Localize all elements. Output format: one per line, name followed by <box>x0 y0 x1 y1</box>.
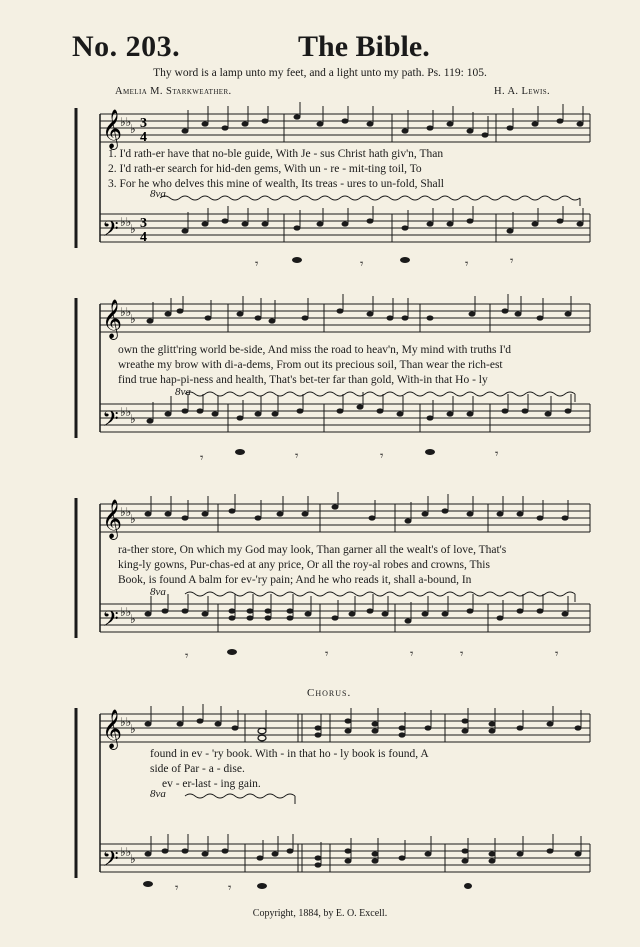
svg-text:𝄾: 𝄾 <box>175 880 179 895</box>
svg-text:𝄾: 𝄾 <box>255 256 259 271</box>
composer-credit: H. A. Lewis. <box>494 86 551 97</box>
svg-text:𝄾: 𝄾 <box>380 448 384 463</box>
svg-text:♭♭: ♭♭ <box>120 405 132 419</box>
lyric-line: found in ev - 'ry book. With - in that ho - ly book is found, A <box>150 748 429 760</box>
lyric-line: 3. For he who delves this mine of wealth, Its treas - ures to un-fold, Shall <box>108 178 444 190</box>
svg-text:♭♭: ♭♭ <box>120 115 132 129</box>
lyric-line: ev - er-last - ing gain. <box>162 778 261 790</box>
copyright-notice: Copyright, 1884, by E. O. Excell. <box>252 908 388 919</box>
svg-text:♭♭: ♭♭ <box>120 505 132 519</box>
lyric-line: 1. I'd rath-er have that no-ble guide, With Je - sus Christ hath giv'n, Than <box>108 148 444 160</box>
svg-text:𝄾: 𝄾 <box>200 450 204 465</box>
lyric-line: ra-ther store, On which my God may look, Than garner all the wealt's of love, That's <box>118 544 507 556</box>
octava-mark: 8va <box>150 586 166 598</box>
svg-text:♭♭: ♭♭ <box>120 215 132 229</box>
lyrics-block <box>150 747 630 792</box>
svg-text:𝄾: 𝄾 <box>295 448 299 463</box>
svg-text:♭: ♭ <box>130 852 136 866</box>
svg-text:3: 3 <box>140 116 147 131</box>
music-system-4 <box>0 700 640 900</box>
svg-text:𝄾: 𝄾 <box>325 646 329 661</box>
svg-text:♭♭: ♭♭ <box>120 845 132 859</box>
svg-text:𝄢: 𝄢 <box>102 217 119 247</box>
svg-text:♭: ♭ <box>130 722 136 736</box>
svg-text:♭: ♭ <box>130 122 136 136</box>
lyrics-block <box>118 543 598 588</box>
hymn-title: The Bible. <box>298 30 430 63</box>
svg-text:𝄞: 𝄞 <box>102 299 123 339</box>
music-system-3 <box>0 490 640 680</box>
lyric-line: find true hap-pi-ness and health, That's bet-ter far than gold, With-in that Ho - ly <box>118 374 488 386</box>
staff-notation <box>0 700 640 900</box>
svg-text:𝄢: 𝄢 <box>102 607 119 637</box>
svg-text:𝄾: 𝄾 <box>510 253 514 268</box>
svg-text:𝄞: 𝄞 <box>102 499 123 539</box>
svg-text:♭♭: ♭♭ <box>120 305 132 319</box>
svg-text:𝄾: 𝄾 <box>360 256 364 271</box>
svg-text:𝄾: 𝄾 <box>495 446 499 461</box>
svg-text:𝄾: 𝄾 <box>460 646 464 661</box>
svg-text:♭♭: ♭♭ <box>120 605 132 619</box>
music-system-2 <box>0 290 640 480</box>
svg-text:𝄾: 𝄾 <box>228 880 232 895</box>
octava-mark: 8va <box>175 386 191 398</box>
svg-text:♭: ♭ <box>130 512 136 526</box>
svg-text:3: 3 <box>140 216 147 231</box>
svg-text:𝄾: 𝄾 <box>410 646 414 661</box>
svg-text:𝄾: 𝄾 <box>465 256 469 271</box>
svg-text:♭♭: ♭♭ <box>120 715 132 729</box>
svg-text:𝄞: 𝄞 <box>102 109 123 149</box>
svg-text:𝄢: 𝄢 <box>102 847 119 877</box>
lyric-line: Book, is found A balm for ev-'ry pain; And he who reads it, shall a-bound, In <box>118 574 472 586</box>
svg-text:♭: ♭ <box>130 612 136 626</box>
svg-text:𝄢: 𝄢 <box>102 407 119 437</box>
scripture-verse: Thy word is a lamp unto my feet, and a light unto my path. Ps. 119: 105. <box>153 67 487 79</box>
lyrics-block <box>108 147 588 192</box>
lyric-line: king-ly gowns, Pur-chas-ed at any price, Or all the roy-al robes and crowns, This <box>118 559 490 571</box>
svg-text:♭: ♭ <box>130 312 136 326</box>
lyrics-block <box>118 343 598 388</box>
music-system-1 <box>0 100 640 280</box>
lyric-line: side of Par - a - dise. <box>150 763 245 775</box>
svg-text:4: 4 <box>140 230 147 245</box>
hymn-header <box>0 0 640 100</box>
author-credit: Amelia M. Starkweather. <box>115 86 232 97</box>
lyric-line: wreathe my brow with di-a-dems, From out its precious soil, Than wear the rich-est <box>118 359 503 371</box>
hymn-number: No. 203. <box>72 30 181 63</box>
chorus-label: Chorus. <box>307 687 352 699</box>
octava-mark: 8va <box>150 188 166 200</box>
lyric-line: 2. I'd rath-er search for hid-den gems, With un - re - mit-ting toil, To <box>108 163 422 175</box>
octava-mark: 8va <box>150 788 166 800</box>
svg-text:♭: ♭ <box>130 412 136 426</box>
svg-text:𝄾: 𝄾 <box>555 646 559 661</box>
svg-text:♭: ♭ <box>130 222 136 236</box>
svg-text:𝄾: 𝄾 <box>185 648 189 663</box>
svg-text:4: 4 <box>140 130 147 145</box>
lyric-line: own the glitt'ring world be-side, And miss the road to heav'n, My mind with truths I'd <box>118 344 512 356</box>
svg-text:𝄞: 𝄞 <box>102 709 123 749</box>
